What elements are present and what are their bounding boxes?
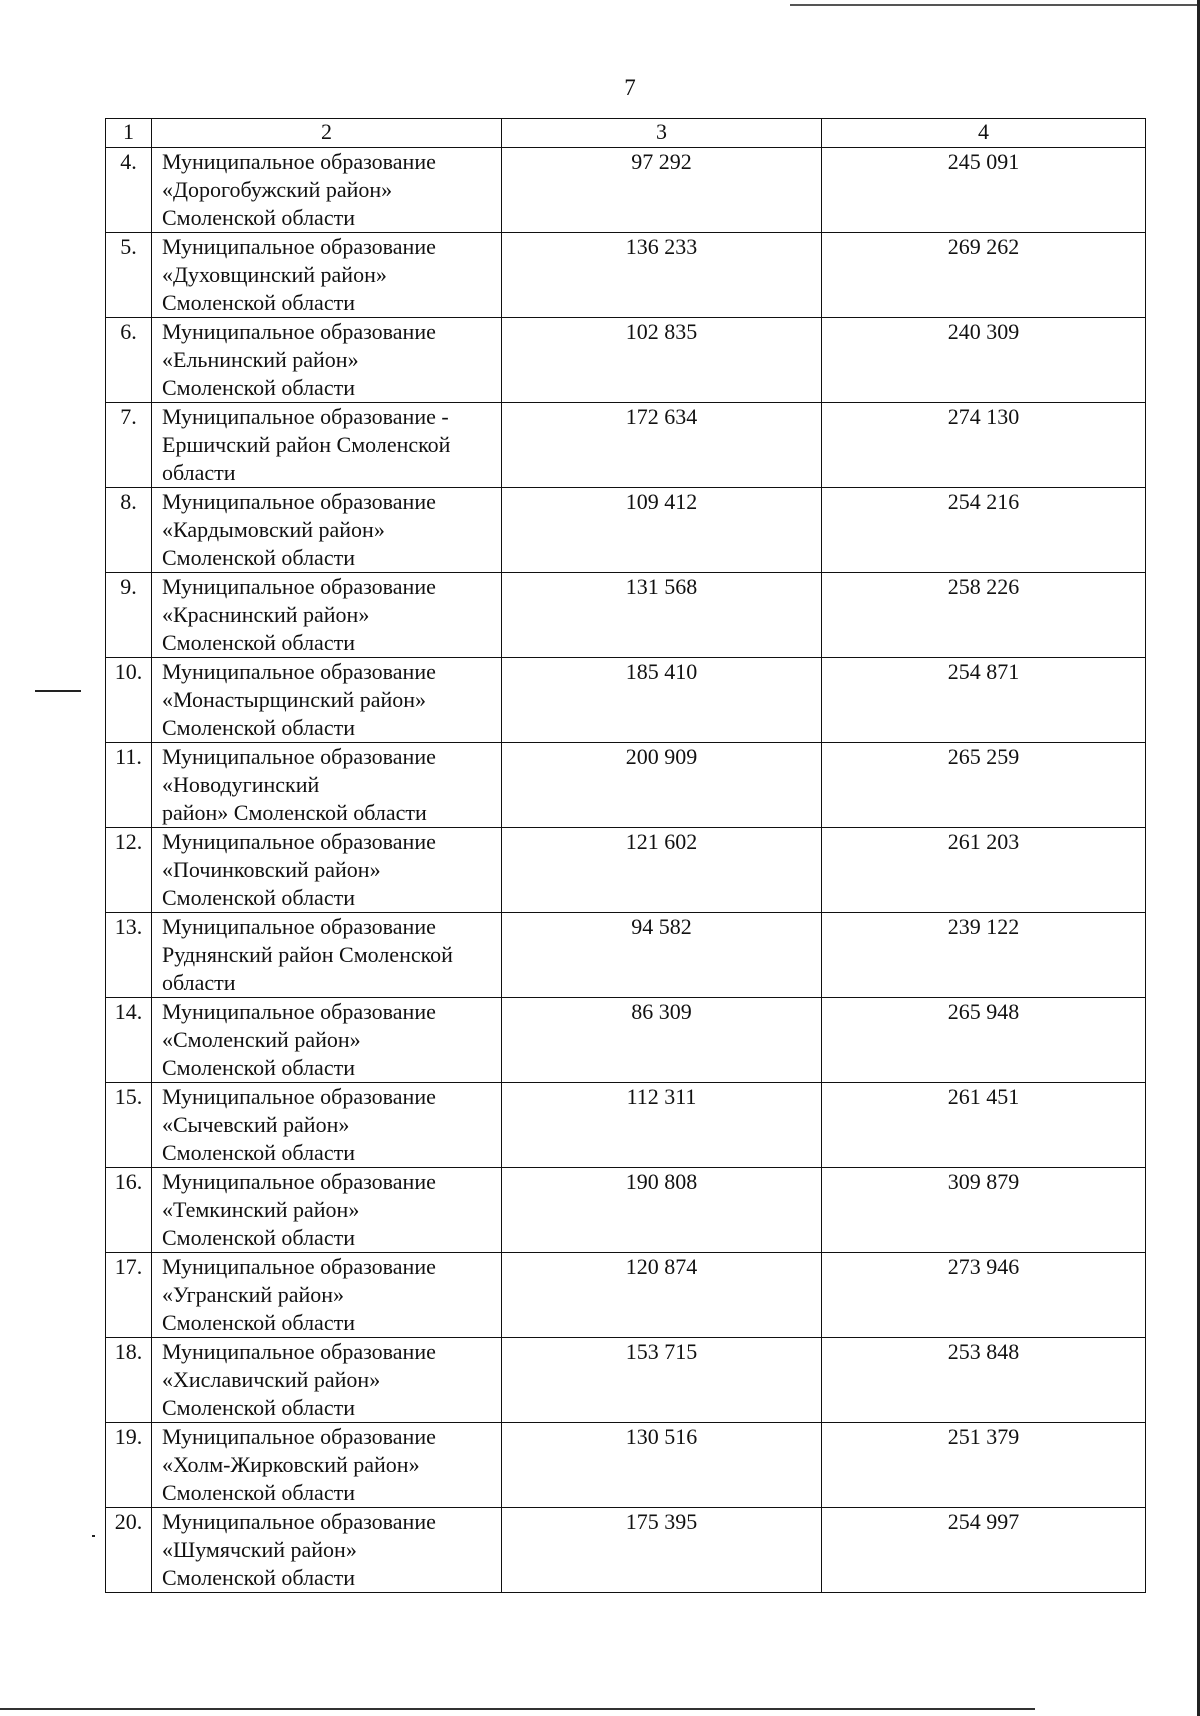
municipality-name-line: Муниципальное образование - — [162, 404, 449, 429]
municipality-name-line: «Сычевский район» — [162, 1112, 350, 1137]
column-4-value: 261 203 — [822, 828, 1146, 913]
row-number: 6. — [106, 318, 152, 403]
municipality-name-line: Муниципальное образование — [162, 744, 436, 769]
municipality-name-line: Смоленской области — [162, 1480, 355, 1505]
municipality-name-line: «Темкинский район» — [162, 1197, 360, 1222]
municipality-name-line: Смоленской области — [162, 545, 355, 570]
municipality-name-line: Смоленской области — [162, 1055, 355, 1080]
municipality-name-line: Муниципальное образование — [162, 914, 436, 939]
column-4-value: 245 091 — [822, 148, 1146, 233]
row-number: 12. — [106, 828, 152, 913]
municipality-name — [152, 233, 502, 318]
municipality-name-line: Руднянский район Смоленской — [162, 942, 453, 967]
municipality-name-line: Смоленской области — [162, 1310, 355, 1335]
municipality-name-line: «Краснинский район» — [162, 602, 370, 627]
municipality-name-line: Муниципальное образование — [162, 234, 436, 259]
column-4-value: 309 879 — [822, 1168, 1146, 1253]
municipality-name-line: «Угранский район» — [162, 1282, 345, 1307]
row-number: 4. — [106, 148, 152, 233]
row-number: 16. — [106, 1168, 152, 1253]
row-number: 7. — [106, 403, 152, 488]
municipality-name-line: Смоленской области — [162, 715, 355, 740]
header-cell-1: 1 — [106, 119, 152, 148]
municipality-name-line: Смоленской области — [162, 885, 355, 910]
municipality-name-line: «Хиславичский район» — [162, 1367, 381, 1392]
municipality-name-line: области — [162, 460, 236, 485]
municipality-name — [152, 148, 502, 233]
column-3-value: 97 292 — [502, 148, 822, 233]
municipality-name-line: Муниципальное образование — [162, 829, 436, 854]
row-number: 5. — [106, 233, 152, 318]
row-number: 9. — [106, 573, 152, 658]
column-4-value: 254 871 — [822, 658, 1146, 743]
column-3-value: 131 568 — [502, 573, 822, 658]
municipality-name-line: «Новодугинский — [162, 772, 320, 797]
municipality-name-line: Муниципальное образование — [162, 1424, 436, 1449]
column-3-value: 172 634 — [502, 403, 822, 488]
column-3-value: 153 715 — [502, 1338, 822, 1423]
table-row — [106, 1508, 1146, 1593]
municipality-name-line: Смоленской области — [162, 1225, 355, 1250]
row-number: 19. — [106, 1423, 152, 1508]
municipality-name-line: Смоленской области — [162, 1395, 355, 1420]
table-row — [106, 1338, 1146, 1423]
column-3-value: 185 410 — [502, 658, 822, 743]
table-row — [106, 1423, 1146, 1508]
header-cell-3: 3 — [502, 119, 822, 148]
column-3-value: 109 412 — [502, 488, 822, 573]
table-row — [106, 318, 1146, 403]
column-3-value: 130 516 — [502, 1423, 822, 1508]
column-4-value: 254 216 — [822, 488, 1146, 573]
column-3-value: 120 874 — [502, 1253, 822, 1338]
column-4-value: 265 948 — [822, 998, 1146, 1083]
municipality-name — [152, 1508, 502, 1593]
table-row — [106, 1168, 1146, 1253]
table-row — [106, 1083, 1146, 1168]
table-header-row — [106, 119, 1146, 148]
scan-speck — [35, 690, 81, 692]
municipality-name — [152, 488, 502, 573]
municipality-name-line: «Кардымовский район» — [162, 517, 385, 542]
municipality-name — [152, 658, 502, 743]
table-row — [106, 488, 1146, 573]
municipality-name-line: «Смоленский район» — [162, 1027, 361, 1052]
row-number: 11. — [106, 743, 152, 828]
column-3-value: 200 909 — [502, 743, 822, 828]
municipality-name-line: «Монастырщинский район» — [162, 687, 427, 712]
municipality-name-line: «Духовщинский район» — [162, 262, 387, 287]
table-row — [106, 403, 1146, 488]
table-row — [106, 913, 1146, 998]
municipality-name-line: Муниципальное образование — [162, 1339, 436, 1364]
municipality-name-line: Смоленской области — [162, 630, 355, 655]
municipality-name-line: Муниципальное образование — [162, 319, 436, 344]
column-3-value: 102 835 — [502, 318, 822, 403]
table-row — [106, 233, 1146, 318]
municipality-name-line: Муниципальное образование — [162, 489, 436, 514]
column-3-value: 112 311 — [502, 1083, 822, 1168]
column-4-value: 254 997 — [822, 1508, 1146, 1593]
municipality-name — [152, 998, 502, 1083]
row-number: 8. — [106, 488, 152, 573]
column-4-value: 261 451 — [822, 1083, 1146, 1168]
column-3-value: 94 582 — [502, 913, 822, 998]
municipality-name — [152, 1083, 502, 1168]
municipality-name-line: Смоленской области — [162, 375, 355, 400]
municipality-name-line: Муниципальное образование — [162, 149, 436, 174]
row-number: 15. — [106, 1083, 152, 1168]
municipality-name-line: Муниципальное образование — [162, 999, 436, 1024]
municipality-name-line: Смоленской области — [162, 1140, 355, 1165]
column-4-value: 274 130 — [822, 403, 1146, 488]
column-3-value: 136 233 — [502, 233, 822, 318]
row-number: 18. — [106, 1338, 152, 1423]
municipality-name-line: «Ельнинский район» — [162, 347, 359, 372]
municipality-name-line: «Починковский район» — [162, 857, 381, 882]
table-row — [106, 998, 1146, 1083]
table-row — [106, 148, 1146, 233]
table-row — [106, 1253, 1146, 1338]
page-number: 7 — [624, 75, 636, 100]
header-cell-4: 4 — [822, 119, 1146, 148]
table-row — [106, 743, 1146, 828]
table-row — [106, 658, 1146, 743]
municipality-name — [152, 1253, 502, 1338]
municipality-name-line: Смоленской области — [162, 205, 355, 230]
column-4-value: 251 379 — [822, 1423, 1146, 1508]
row-number: 10. — [106, 658, 152, 743]
column-4-value: 240 309 — [822, 318, 1146, 403]
municipality-name-line: области — [162, 970, 236, 995]
municipality-name-line: Муниципальное образование — [162, 574, 436, 599]
table-body — [106, 119, 1146, 1593]
column-3-value: 121 602 — [502, 828, 822, 913]
column-4-value: 273 946 — [822, 1253, 1146, 1338]
municipality-name-line: Смоленской области — [162, 1565, 355, 1590]
municipality-name — [152, 1423, 502, 1508]
municipality-name-line: «Шумячский район» — [162, 1537, 357, 1562]
row-number: 13. — [106, 913, 152, 998]
column-4-value: 239 122 — [822, 913, 1146, 998]
column-4-value: 269 262 — [822, 233, 1146, 318]
table-row — [106, 573, 1146, 658]
budget-table — [105, 118, 1146, 1593]
municipality-name-line: Муниципальное образование — [162, 1084, 436, 1109]
municipality-name-line: район» Смоленской области — [162, 800, 427, 825]
municipality-name-line: Муниципальное образование — [162, 1254, 436, 1279]
column-4-value: 253 848 — [822, 1338, 1146, 1423]
municipality-name — [152, 403, 502, 488]
municipality-name — [152, 573, 502, 658]
municipality-name — [152, 1168, 502, 1253]
column-3-value: 175 395 — [502, 1508, 822, 1593]
municipality-name — [152, 743, 502, 828]
header-cell-2: 2 — [152, 119, 502, 148]
row-number: 14. — [106, 998, 152, 1083]
column-4-value: 258 226 — [822, 573, 1146, 658]
column-3-value: 190 808 — [502, 1168, 822, 1253]
municipality-name-line: Муниципальное образование — [162, 659, 436, 684]
table-row — [106, 828, 1146, 913]
municipality-name — [152, 913, 502, 998]
municipality-name — [152, 318, 502, 403]
row-number: 17. — [106, 1253, 152, 1338]
row-number: 20. — [106, 1508, 152, 1593]
scan-edge-top — [790, 4, 1200, 6]
municipality-name-line: «Дорогобужский район» — [162, 177, 393, 202]
municipality-name — [152, 1338, 502, 1423]
municipality-name-line: «Холм-Жирковский район» — [162, 1452, 420, 1477]
municipality-name-line: Муниципальное образование — [162, 1509, 436, 1534]
municipality-name-line: Муниципальное образование — [162, 1169, 436, 1194]
column-4-value: 265 259 — [822, 743, 1146, 828]
scan-speck — [92, 1535, 95, 1537]
municipality-name-line: Смоленской области — [162, 290, 355, 315]
municipality-name — [152, 828, 502, 913]
municipality-name-line: Ершичский район Смоленской — [162, 432, 451, 457]
column-3-value: 86 309 — [502, 998, 822, 1083]
scan-edge-bottom — [0, 1708, 1035, 1710]
